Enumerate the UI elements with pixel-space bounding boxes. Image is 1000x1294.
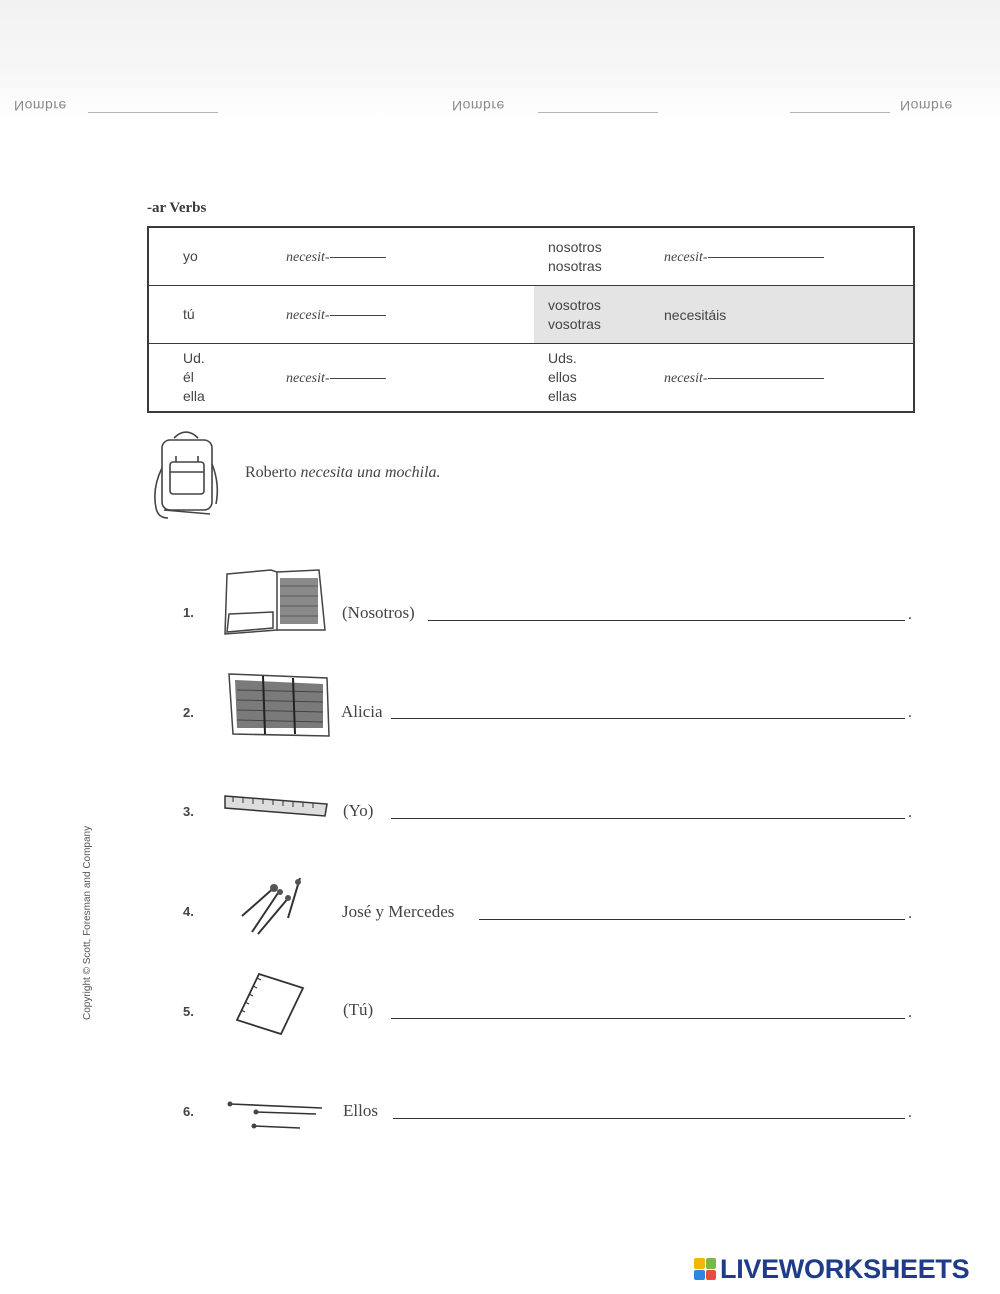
table-row [148, 227, 914, 286]
logo-block [694, 1258, 705, 1269]
bleed-line [538, 112, 658, 113]
verb-form-cell [664, 286, 914, 344]
bleed-line [790, 112, 890, 113]
bleed-name-label: Nombre [900, 98, 953, 114]
exercise-subject: Ellos [343, 1101, 378, 1120]
exercise-number: 2. [183, 705, 194, 720]
pronoun: vosotras [548, 315, 601, 332]
pens-icon [238, 874, 308, 938]
pronoun: Ud. [183, 350, 205, 366]
pronoun-cell [534, 286, 664, 344]
ruler-icon [223, 790, 331, 824]
answer-line[interactable] [393, 1118, 905, 1119]
liveworksheets-logo-icon [694, 1258, 716, 1280]
pronoun: ellas [548, 388, 577, 404]
verb-form-cell [286, 286, 534, 344]
exercise-item [183, 968, 923, 1038]
pencils-icon [226, 1096, 326, 1132]
backpack-icon [150, 428, 222, 522]
exercise-item [183, 566, 923, 636]
conjugation-table [147, 226, 915, 413]
example-predicate: necesita una mochila. [300, 464, 441, 481]
exercise-number: 3. [183, 804, 194, 819]
exercise-subject: Alicia [341, 702, 383, 721]
sentence-period: . [908, 804, 912, 821]
pronoun-cell [148, 286, 286, 344]
binder-icon [223, 670, 333, 738]
verb-stem: necesit- [664, 249, 708, 265]
logo-block [694, 1270, 705, 1281]
exercise-subject: (Nosotros) [342, 603, 415, 622]
table-row [148, 344, 914, 413]
pronoun: ellos [548, 369, 577, 385]
logo-block [706, 1258, 717, 1269]
verb-stem: necesit- [286, 370, 330, 386]
verb-form-cell [286, 227, 534, 286]
pronoun: tú [183, 306, 195, 322]
answer-line[interactable] [391, 818, 905, 819]
example-subject: Roberto [245, 464, 297, 481]
example [150, 428, 490, 523]
exercise-number: 6. [183, 1104, 194, 1119]
exercise-item [183, 668, 923, 738]
exercise-subject: José y Mercedes [342, 902, 455, 921]
pronoun-cell [534, 227, 664, 286]
exercise-subject: (Tú) [343, 1000, 374, 1019]
brand-name: LIVEWORKSHEETS [720, 1253, 970, 1284]
pronoun: vosotros [548, 296, 601, 313]
ending-blank[interactable] [708, 256, 824, 258]
answer-line[interactable] [428, 620, 905, 621]
verb-form-cell [664, 344, 914, 413]
logo-block [706, 1270, 717, 1281]
verb-stem: necesit- [664, 370, 708, 386]
verb-stem: necesit- [286, 249, 330, 265]
pronoun-cell [534, 344, 664, 413]
pronoun: yo [183, 248, 198, 264]
exercise-number: 1. [183, 605, 194, 620]
answer-line[interactable] [479, 919, 905, 920]
exercise-item [183, 1094, 923, 1164]
verb-stem: necesit- [286, 307, 330, 323]
sentence-period: . [908, 704, 912, 721]
liveworksheets-brand[interactable] [694, 1254, 969, 1284]
answer-line[interactable] [391, 718, 905, 719]
exercise-number: 5. [183, 1004, 194, 1019]
notebook-icon [233, 970, 307, 1036]
pronoun: Uds. [548, 350, 577, 366]
sentence-period: . [908, 1104, 912, 1121]
pronoun-cell [148, 344, 286, 413]
section-title: -ar Verbs [147, 200, 207, 216]
ending-blank[interactable] [330, 377, 386, 379]
copyright-notice: Copyright © Scott, Foresman and Company [82, 825, 93, 1020]
verb-form-given: necesitáis [664, 306, 727, 323]
pronoun: nosotras [548, 257, 602, 274]
pronoun: él [183, 369, 194, 385]
table-row [148, 286, 914, 344]
sentence-period: . [908, 905, 912, 922]
exercise-number: 4. [183, 904, 194, 919]
pronoun-cell [148, 227, 286, 286]
bleed-line [88, 112, 218, 113]
ending-blank[interactable] [330, 256, 386, 258]
verb-form-cell [664, 227, 914, 286]
bleed-name-label: Nombre [14, 98, 67, 114]
bleed-name-label: Nombre [452, 98, 505, 114]
ending-blank[interactable] [708, 377, 824, 379]
ending-blank[interactable] [330, 314, 386, 316]
sentence-period: . [908, 1004, 912, 1021]
exercise-item [183, 872, 923, 942]
folder-icon [223, 568, 327, 636]
pronoun: nosotros [548, 238, 602, 255]
verb-form-cell [286, 344, 534, 413]
exercise-subject: (Yo) [343, 801, 374, 820]
exercise-item [183, 790, 923, 860]
sentence-period: . [908, 606, 912, 623]
example-sentence [245, 464, 441, 482]
answer-line[interactable] [391, 1018, 905, 1019]
pronoun: ella [183, 388, 205, 404]
